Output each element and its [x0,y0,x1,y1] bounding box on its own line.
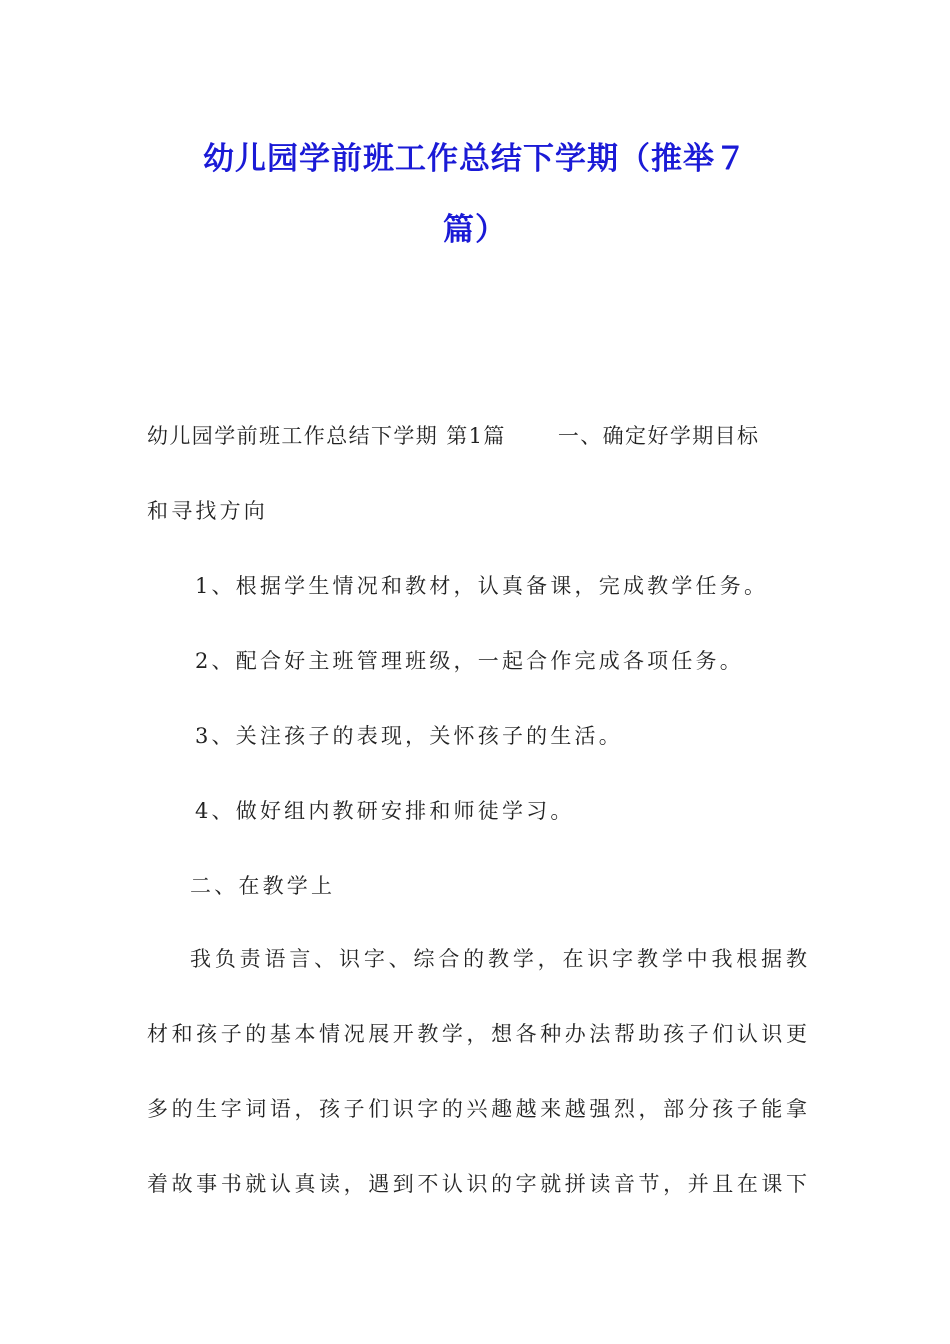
list-item-2: 2、配合好主班管理班级，一起合作完成各项任务。 [195,649,744,673]
paragraph-line-3: 多的生字词语，孩子们识字的兴趣越来越强烈，部分孩子能拿 [147,1097,807,1121]
list-item-1: 1、根据学生情况和教材，认真备课，完成教学任务。 [195,574,769,598]
section-2-title: 二、在教学上 [190,874,336,898]
document-title-line-2: 篇） [443,212,507,248]
paragraph-line-1: 我负责语言、识字、综合的教学，在识字教学中我根据教 [190,947,807,971]
article-heading-prefix: 幼儿园学前班工作总结下学期 第1篇 [147,424,506,448]
section-1-title-continuation: 和寻找方向 [147,499,268,523]
document-title-line-1: 幼儿园学前班工作总结下学期（推举７ [203,141,747,177]
list-item-4: 4、做好组内教研安排和师徒学习。 [195,799,575,823]
paragraph-line-4: 着故事书就认真读，遇到不认识的字就拼读音节，并且在课下 [147,1172,807,1196]
article-heading [147,420,759,450]
paragraph-line-2: 材和孩子的基本情况展开教学，想各种办法帮助孩子们认识更 [147,1022,807,1046]
section-1-title: 一、确定好学期目标 [557,424,760,448]
list-item-3: 3、关注孩子的表现，关怀孩子的生活。 [195,724,623,748]
